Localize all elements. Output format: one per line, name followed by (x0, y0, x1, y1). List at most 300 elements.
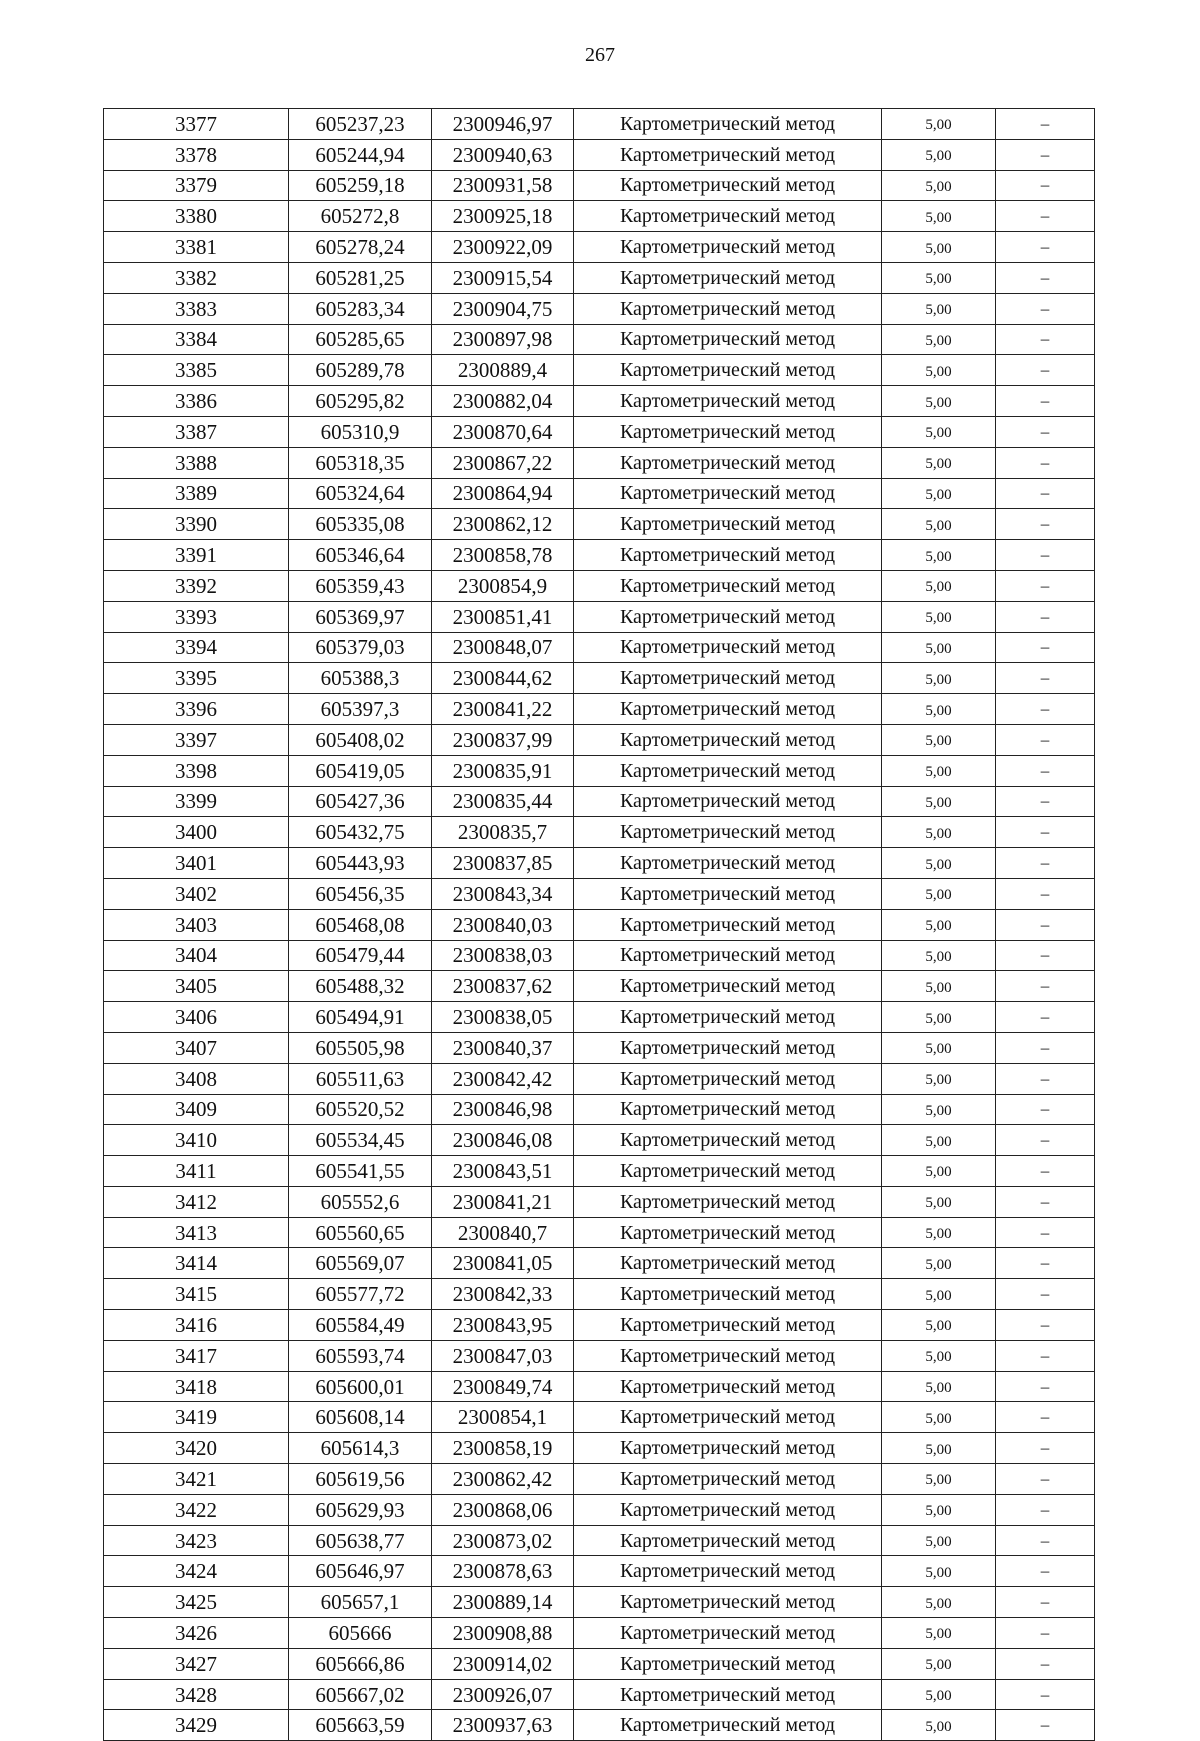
error-value-cell: 5,00 (882, 817, 996, 848)
x-coordinate-cell: 605468,08 (289, 909, 432, 940)
method-cell: Картометрический метод (574, 416, 882, 447)
table-row (104, 139, 1095, 170)
table-row (104, 1032, 1095, 1063)
table-row (104, 447, 1095, 478)
y-coordinate-cell: 2300889,14 (432, 1587, 574, 1618)
y-coordinate-cell: 2300843,34 (432, 878, 574, 909)
method-cell: Картометрический метод (574, 201, 882, 232)
x-coordinate-cell: 605369,97 (289, 601, 432, 632)
x-coordinate-cell: 605569,07 (289, 1248, 432, 1279)
method-cell: Картометрический метод (574, 1464, 882, 1495)
table-row (104, 663, 1095, 694)
error-value-cell: 5,00 (882, 1032, 996, 1063)
error-value-cell: 5,00 (882, 755, 996, 786)
error-value-cell: 5,00 (882, 1248, 996, 1279)
point-number-cell: 3425 (104, 1587, 289, 1618)
note-cell: – (996, 386, 1095, 417)
note-cell: – (996, 1279, 1095, 1310)
error-value-cell: 5,00 (882, 570, 996, 601)
error-value-cell: 5,00 (882, 1125, 996, 1156)
method-cell: Картометрический метод (574, 509, 882, 540)
method-cell: Картометрический метод (574, 1679, 882, 1710)
x-coordinate-cell: 605667,02 (289, 1679, 432, 1710)
y-coordinate-cell: 2300843,95 (432, 1310, 574, 1341)
method-cell: Картометрический метод (574, 355, 882, 386)
y-coordinate-cell: 2300851,41 (432, 601, 574, 632)
method-cell: Картометрический метод (574, 1340, 882, 1371)
error-value-cell: 5,00 (882, 971, 996, 1002)
x-coordinate-cell: 605552,6 (289, 1186, 432, 1217)
y-coordinate-cell: 2300848,07 (432, 632, 574, 663)
table-row (104, 170, 1095, 201)
method-cell: Картометрический метод (574, 632, 882, 663)
method-cell: Картометрический метод (574, 1587, 882, 1618)
x-coordinate-cell: 605427,36 (289, 786, 432, 817)
note-cell: – (996, 971, 1095, 1002)
error-value-cell: 5,00 (882, 1648, 996, 1679)
error-value-cell: 5,00 (882, 509, 996, 540)
note-cell: – (996, 878, 1095, 909)
table-row (104, 1679, 1095, 1710)
point-number-cell: 3428 (104, 1679, 289, 1710)
y-coordinate-cell: 2300878,63 (432, 1556, 574, 1587)
y-coordinate-cell: 2300837,99 (432, 724, 574, 755)
point-number-cell: 3411 (104, 1156, 289, 1187)
point-number-cell: 3409 (104, 1094, 289, 1125)
note-cell: – (996, 293, 1095, 324)
point-number-cell: 3405 (104, 971, 289, 1002)
error-value-cell: 5,00 (882, 632, 996, 663)
point-number-cell: 3406 (104, 1002, 289, 1033)
table-row (104, 540, 1095, 571)
point-number-cell: 3416 (104, 1310, 289, 1341)
y-coordinate-cell: 2300862,42 (432, 1464, 574, 1495)
page-number: 267 (585, 44, 615, 66)
x-coordinate-cell: 605295,82 (289, 386, 432, 417)
x-coordinate-cell: 605397,3 (289, 694, 432, 725)
x-coordinate-cell: 605663,59 (289, 1710, 432, 1741)
x-coordinate-cell: 605237,23 (289, 109, 432, 140)
y-coordinate-cell: 2300847,03 (432, 1340, 574, 1371)
y-coordinate-cell: 2300915,54 (432, 262, 574, 293)
point-number-cell: 3396 (104, 694, 289, 725)
note-cell: – (996, 601, 1095, 632)
error-value-cell: 5,00 (882, 878, 996, 909)
point-number-cell: 3390 (104, 509, 289, 540)
point-number-cell: 3429 (104, 1710, 289, 1741)
table-row (104, 786, 1095, 817)
method-cell: Картометрический метод (574, 1186, 882, 1217)
point-number-cell: 3394 (104, 632, 289, 663)
method-cell: Картометрический метод (574, 1618, 882, 1649)
error-value-cell: 5,00 (882, 293, 996, 324)
point-number-cell: 3407 (104, 1032, 289, 1063)
coordinates-table (103, 108, 1095, 1741)
table-row (104, 940, 1095, 971)
table-row (104, 201, 1095, 232)
x-coordinate-cell: 605281,25 (289, 262, 432, 293)
note-cell: – (996, 540, 1095, 571)
y-coordinate-cell: 2300937,63 (432, 1710, 574, 1741)
note-cell: – (996, 694, 1095, 725)
table-row (104, 262, 1095, 293)
method-cell: Картометрический метод (574, 1310, 882, 1341)
note-cell: – (996, 724, 1095, 755)
y-coordinate-cell: 2300854,9 (432, 570, 574, 601)
note-cell: – (996, 416, 1095, 447)
method-cell: Картометрический метод (574, 878, 882, 909)
table-row (104, 570, 1095, 601)
note-cell: – (996, 817, 1095, 848)
error-value-cell: 5,00 (882, 848, 996, 879)
x-coordinate-cell: 605646,97 (289, 1556, 432, 1587)
error-value-cell: 5,00 (882, 355, 996, 386)
method-cell: Картометрический метод (574, 1125, 882, 1156)
y-coordinate-cell: 2300840,03 (432, 909, 574, 940)
method-cell: Картометрический метод (574, 1710, 882, 1741)
note-cell: – (996, 1156, 1095, 1187)
method-cell: Картометрический метод (574, 1648, 882, 1679)
point-number-cell: 3418 (104, 1371, 289, 1402)
note-cell: – (996, 1063, 1095, 1094)
table-row (104, 232, 1095, 263)
method-cell: Картометрический метод (574, 1063, 882, 1094)
x-coordinate-cell: 605505,98 (289, 1032, 432, 1063)
point-number-cell: 3417 (104, 1340, 289, 1371)
note-cell: – (996, 324, 1095, 355)
point-number-cell: 3404 (104, 940, 289, 971)
error-value-cell: 5,00 (882, 1063, 996, 1094)
note-cell: – (996, 232, 1095, 263)
coordinates-table-body (104, 109, 1095, 1741)
table-row (104, 1279, 1095, 1310)
table-row (104, 1648, 1095, 1679)
y-coordinate-cell: 2300889,4 (432, 355, 574, 386)
note-cell: – (996, 1402, 1095, 1433)
table-row (104, 1494, 1095, 1525)
method-cell: Картометрический метод (574, 293, 882, 324)
table-row (104, 971, 1095, 1002)
method-cell: Картометрический метод (574, 540, 882, 571)
x-coordinate-cell: 605346,64 (289, 540, 432, 571)
y-coordinate-cell: 2300867,22 (432, 447, 574, 478)
y-coordinate-cell: 2300922,09 (432, 232, 574, 263)
x-coordinate-cell: 605310,9 (289, 416, 432, 447)
note-cell: – (996, 447, 1095, 478)
x-coordinate-cell: 605419,05 (289, 755, 432, 786)
error-value-cell: 5,00 (882, 1340, 996, 1371)
note-cell: – (996, 1186, 1095, 1217)
error-value-cell: 5,00 (882, 1002, 996, 1033)
method-cell: Картометрический метод (574, 139, 882, 170)
error-value-cell: 5,00 (882, 1156, 996, 1187)
method-cell: Картометрический метод (574, 694, 882, 725)
x-coordinate-cell: 605283,34 (289, 293, 432, 324)
note-cell: – (996, 1618, 1095, 1649)
error-value-cell: 5,00 (882, 1556, 996, 1587)
point-number-cell: 3398 (104, 755, 289, 786)
point-number-cell: 3382 (104, 262, 289, 293)
error-value-cell: 5,00 (882, 1710, 996, 1741)
note-cell: – (996, 1433, 1095, 1464)
x-coordinate-cell: 605278,24 (289, 232, 432, 263)
note-cell: – (996, 262, 1095, 293)
note-cell: – (996, 663, 1095, 694)
point-number-cell: 3385 (104, 355, 289, 386)
x-coordinate-cell: 605520,52 (289, 1094, 432, 1125)
method-cell: Картометрический метод (574, 1402, 882, 1433)
note-cell: – (996, 909, 1095, 940)
note-cell: – (996, 1310, 1095, 1341)
y-coordinate-cell: 2300841,22 (432, 694, 574, 725)
note-cell: – (996, 139, 1095, 170)
y-coordinate-cell: 2300837,85 (432, 848, 574, 879)
error-value-cell: 5,00 (882, 386, 996, 417)
table-row (104, 878, 1095, 909)
note-cell: – (996, 632, 1095, 663)
point-number-cell: 3381 (104, 232, 289, 263)
x-coordinate-cell: 605494,91 (289, 1002, 432, 1033)
point-number-cell: 3378 (104, 139, 289, 170)
table-row (104, 386, 1095, 417)
y-coordinate-cell: 2300940,63 (432, 139, 574, 170)
point-number-cell: 3400 (104, 817, 289, 848)
error-value-cell: 5,00 (882, 170, 996, 201)
x-coordinate-cell: 605244,94 (289, 139, 432, 170)
method-cell: Картометрический метод (574, 262, 882, 293)
method-cell: Картометрический метод (574, 170, 882, 201)
table-row (104, 1094, 1095, 1125)
error-value-cell: 5,00 (882, 786, 996, 817)
point-number-cell: 3410 (104, 1125, 289, 1156)
y-coordinate-cell: 2300873,02 (432, 1525, 574, 1556)
table-row (104, 1186, 1095, 1217)
y-coordinate-cell: 2300841,21 (432, 1186, 574, 1217)
x-coordinate-cell: 605560,65 (289, 1217, 432, 1248)
note-cell: – (996, 940, 1095, 971)
table-row (104, 755, 1095, 786)
point-number-cell: 3423 (104, 1525, 289, 1556)
note-cell: – (996, 1648, 1095, 1679)
method-cell: Картометрический метод (574, 447, 882, 478)
point-number-cell: 3402 (104, 878, 289, 909)
y-coordinate-cell: 2300842,42 (432, 1063, 574, 1094)
y-coordinate-cell: 2300925,18 (432, 201, 574, 232)
table-row (104, 1556, 1095, 1587)
note-cell: – (996, 848, 1095, 879)
y-coordinate-cell: 2300835,44 (432, 786, 574, 817)
x-coordinate-cell: 605666 (289, 1618, 432, 1649)
method-cell: Картометрический метод (574, 478, 882, 509)
table-row (104, 1156, 1095, 1187)
note-cell: – (996, 1710, 1095, 1741)
x-coordinate-cell: 605666,86 (289, 1648, 432, 1679)
note-cell: – (996, 1002, 1095, 1033)
method-cell: Картометрический метод (574, 848, 882, 879)
x-coordinate-cell: 605289,78 (289, 355, 432, 386)
x-coordinate-cell: 605577,72 (289, 1279, 432, 1310)
y-coordinate-cell: 2300854,1 (432, 1402, 574, 1433)
error-value-cell: 5,00 (882, 663, 996, 694)
point-number-cell: 3380 (104, 201, 289, 232)
y-coordinate-cell: 2300843,51 (432, 1156, 574, 1187)
x-coordinate-cell: 605379,03 (289, 632, 432, 663)
point-number-cell: 3427 (104, 1648, 289, 1679)
error-value-cell: 5,00 (882, 1494, 996, 1525)
x-coordinate-cell: 605541,55 (289, 1156, 432, 1187)
y-coordinate-cell: 2300864,94 (432, 478, 574, 509)
point-number-cell: 3413 (104, 1217, 289, 1248)
error-value-cell: 5,00 (882, 909, 996, 940)
method-cell: Картометрический метод (574, 817, 882, 848)
error-value-cell: 5,00 (882, 324, 996, 355)
table-row (104, 1710, 1095, 1741)
table-row (104, 1525, 1095, 1556)
x-coordinate-cell: 605443,93 (289, 848, 432, 879)
error-value-cell: 5,00 (882, 540, 996, 571)
table-row (104, 293, 1095, 324)
y-coordinate-cell: 2300838,05 (432, 1002, 574, 1033)
method-cell: Картометрический метод (574, 601, 882, 632)
y-coordinate-cell: 2300897,98 (432, 324, 574, 355)
x-coordinate-cell: 605584,49 (289, 1310, 432, 1341)
point-number-cell: 3426 (104, 1618, 289, 1649)
method-cell: Картометрический метод (574, 1002, 882, 1033)
y-coordinate-cell: 2300846,98 (432, 1094, 574, 1125)
error-value-cell: 5,00 (882, 1679, 996, 1710)
error-value-cell: 5,00 (882, 262, 996, 293)
y-coordinate-cell: 2300946,97 (432, 109, 574, 140)
method-cell: Картометрический метод (574, 1556, 882, 1587)
table-row (104, 1310, 1095, 1341)
note-cell: – (996, 1464, 1095, 1495)
error-value-cell: 5,00 (882, 724, 996, 755)
method-cell: Картометрический метод (574, 324, 882, 355)
table-row (104, 1063, 1095, 1094)
y-coordinate-cell: 2300870,64 (432, 416, 574, 447)
point-number-cell: 3403 (104, 909, 289, 940)
note-cell: – (996, 755, 1095, 786)
table-row (104, 1371, 1095, 1402)
table-row (104, 601, 1095, 632)
point-number-cell: 3387 (104, 416, 289, 447)
note-cell: – (996, 109, 1095, 140)
point-number-cell: 3392 (104, 570, 289, 601)
table-row (104, 817, 1095, 848)
y-coordinate-cell: 2300835,91 (432, 755, 574, 786)
table-row (104, 1433, 1095, 1464)
y-coordinate-cell: 2300914,02 (432, 1648, 574, 1679)
table-row (104, 694, 1095, 725)
y-coordinate-cell: 2300838,03 (432, 940, 574, 971)
point-number-cell: 3408 (104, 1063, 289, 1094)
point-number-cell: 3377 (104, 109, 289, 140)
y-coordinate-cell: 2300904,75 (432, 293, 574, 324)
x-coordinate-cell: 605479,44 (289, 940, 432, 971)
y-coordinate-cell: 2300931,58 (432, 170, 574, 201)
y-coordinate-cell: 2300844,62 (432, 663, 574, 694)
error-value-cell: 5,00 (882, 940, 996, 971)
error-value-cell: 5,00 (882, 447, 996, 478)
x-coordinate-cell: 605408,02 (289, 724, 432, 755)
x-coordinate-cell: 605272,8 (289, 201, 432, 232)
x-coordinate-cell: 605318,35 (289, 447, 432, 478)
note-cell: – (996, 1494, 1095, 1525)
table-row (104, 1464, 1095, 1495)
method-cell: Картометрический метод (574, 663, 882, 694)
note-cell: – (996, 355, 1095, 386)
error-value-cell: 5,00 (882, 478, 996, 509)
x-coordinate-cell: 605638,77 (289, 1525, 432, 1556)
x-coordinate-cell: 605335,08 (289, 509, 432, 540)
y-coordinate-cell: 2300837,62 (432, 971, 574, 1002)
error-value-cell: 5,00 (882, 1217, 996, 1248)
method-cell: Картометрический метод (574, 109, 882, 140)
point-number-cell: 3389 (104, 478, 289, 509)
note-cell: – (996, 1525, 1095, 1556)
table-row (104, 1248, 1095, 1279)
error-value-cell: 5,00 (882, 1525, 996, 1556)
table-row (104, 509, 1095, 540)
error-value-cell: 5,00 (882, 1371, 996, 1402)
method-cell: Картометрический метод (574, 1525, 882, 1556)
error-value-cell: 5,00 (882, 1433, 996, 1464)
error-value-cell: 5,00 (882, 601, 996, 632)
x-coordinate-cell: 605593,74 (289, 1340, 432, 1371)
error-value-cell: 5,00 (882, 139, 996, 170)
method-cell: Картометрический метод (574, 1433, 882, 1464)
note-cell: – (996, 1248, 1095, 1279)
y-coordinate-cell: 2300849,74 (432, 1371, 574, 1402)
table-row (104, 632, 1095, 663)
table-row (104, 724, 1095, 755)
x-coordinate-cell: 605534,45 (289, 1125, 432, 1156)
point-number-cell: 3383 (104, 293, 289, 324)
note-cell: – (996, 1217, 1095, 1248)
point-number-cell: 3391 (104, 540, 289, 571)
table-row (104, 848, 1095, 879)
table-row (104, 1002, 1095, 1033)
table-row (104, 355, 1095, 386)
method-cell: Картометрический метод (574, 1494, 882, 1525)
method-cell: Картометрический метод (574, 940, 882, 971)
y-coordinate-cell: 2300862,12 (432, 509, 574, 540)
table-row (104, 1217, 1095, 1248)
x-coordinate-cell: 605456,35 (289, 878, 432, 909)
point-number-cell: 3414 (104, 1248, 289, 1279)
method-cell: Картометрический метод (574, 1094, 882, 1125)
note-cell: – (996, 1679, 1095, 1710)
y-coordinate-cell: 2300841,05 (432, 1248, 574, 1279)
point-number-cell: 3424 (104, 1556, 289, 1587)
table-row (104, 1125, 1095, 1156)
point-number-cell: 3384 (104, 324, 289, 355)
method-cell: Картометрический метод (574, 570, 882, 601)
x-coordinate-cell: 605511,63 (289, 1063, 432, 1094)
y-coordinate-cell: 2300926,07 (432, 1679, 574, 1710)
method-cell: Картометрический метод (574, 909, 882, 940)
error-value-cell: 5,00 (882, 109, 996, 140)
error-value-cell: 5,00 (882, 1618, 996, 1649)
y-coordinate-cell: 2300868,06 (432, 1494, 574, 1525)
note-cell: – (996, 478, 1095, 509)
point-number-cell: 3388 (104, 447, 289, 478)
table-row (104, 1340, 1095, 1371)
error-value-cell: 5,00 (882, 201, 996, 232)
method-cell: Картометрический метод (574, 1217, 882, 1248)
y-coordinate-cell: 2300840,37 (432, 1032, 574, 1063)
x-coordinate-cell: 605388,3 (289, 663, 432, 694)
